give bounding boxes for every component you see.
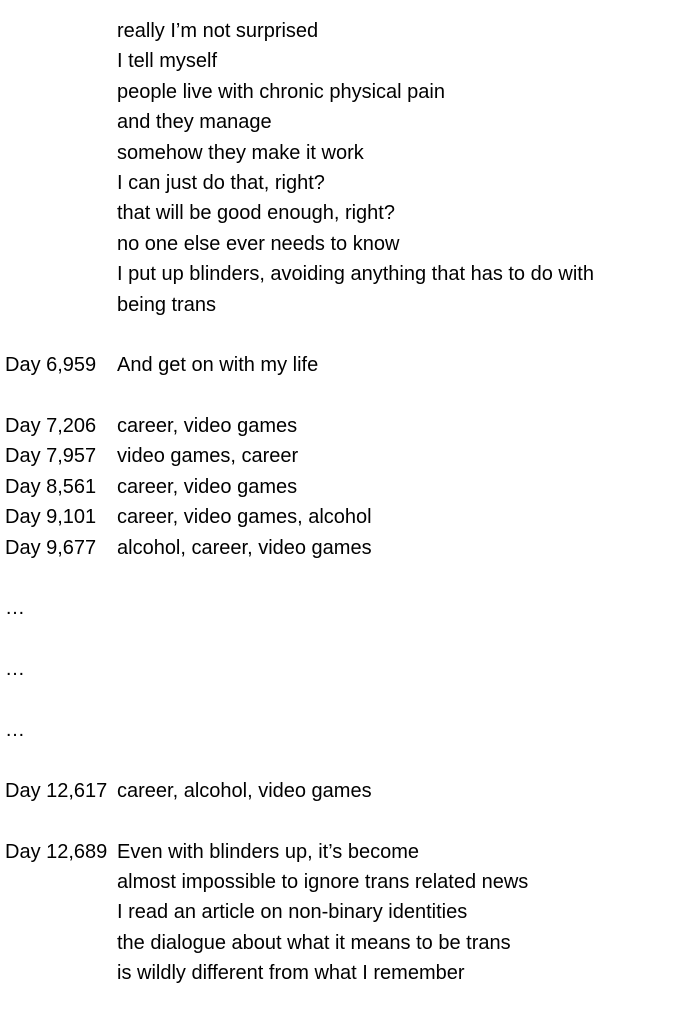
- day-label: Day 9,677: [5, 536, 97, 559]
- document-line: [5, 897, 685, 927]
- day-label: [5, 624, 117, 654]
- document-line: [5, 16, 685, 46]
- line-text: I read an article on non-binary identities: [117, 901, 468, 924]
- document-line: [5, 472, 685, 502]
- document-line: [5, 259, 685, 289]
- document-line: [5, 290, 685, 320]
- document-line: [5, 198, 685, 228]
- document-line: [5, 107, 685, 137]
- line-text: [117, 381, 685, 411]
- line-text: really I’m not surprised: [117, 20, 319, 42]
- day-label: [5, 806, 117, 836]
- day-label: [5, 290, 117, 320]
- document-line: [5, 563, 685, 593]
- line-text: [117, 593, 685, 623]
- day-label: [5, 168, 117, 198]
- day-label: [5, 320, 117, 350]
- document-line: [5, 229, 685, 259]
- line-text: [117, 745, 685, 775]
- line-text: I tell myself: [117, 50, 218, 73]
- day-label: …: [5, 597, 25, 620]
- day-label: [5, 16, 117, 46]
- document-line: [5, 320, 685, 350]
- line-text: And get on with my life: [117, 354, 319, 377]
- day-label: [5, 745, 117, 775]
- line-text: [117, 320, 685, 350]
- document-line: [5, 502, 685, 532]
- line-text: people live with chronic physical pain: [117, 80, 445, 103]
- day-label: Day 12,689: [5, 840, 108, 863]
- line-text: no one else ever needs to know: [117, 232, 400, 255]
- day-label: [5, 867, 117, 897]
- document-line: [5, 350, 685, 380]
- day-label: [5, 381, 117, 411]
- line-text: career, video games: [117, 415, 298, 438]
- document-line: [5, 624, 685, 654]
- line-text: [117, 685, 685, 715]
- document-line: [5, 411, 685, 441]
- day-label: …: [5, 658, 25, 681]
- day-label: [5, 928, 117, 958]
- document-line: [5, 533, 685, 563]
- day-label: [5, 229, 117, 259]
- line-text: [117, 806, 685, 836]
- line-text: video games, career: [117, 445, 299, 468]
- day-label: [5, 107, 117, 137]
- line-text: that will be good enough, right?: [117, 202, 395, 225]
- document-line: [5, 958, 685, 988]
- line-text: [117, 654, 685, 684]
- document-line: [5, 928, 685, 958]
- day-label: [5, 563, 117, 593]
- day-label: Day 6,959: [5, 354, 97, 377]
- line-text: I put up blinders, avoiding anything that has to do with: [117, 263, 594, 286]
- day-label: [5, 685, 117, 715]
- line-text: somehow they make it work: [117, 141, 364, 164]
- line-text: I can just do that, right?: [117, 171, 325, 194]
- document-line: [5, 715, 685, 745]
- day-label: [5, 198, 117, 228]
- day-label: Day 9,101: [5, 506, 97, 529]
- line-text: [117, 715, 685, 745]
- day-label: …: [5, 718, 25, 741]
- document-line: [5, 46, 685, 76]
- document-line: [5, 837, 685, 867]
- document-line: [5, 654, 685, 684]
- line-text: Even with blinders up, it’s become: [117, 840, 420, 863]
- document-line: [5, 168, 685, 198]
- day-label: Day 12,617: [5, 779, 108, 802]
- day-label: [5, 958, 117, 988]
- line-text: and they manage: [117, 111, 272, 134]
- day-label: [5, 259, 117, 289]
- document-line: [5, 776, 685, 806]
- day-label: [5, 897, 117, 927]
- line-text: alcohol, career, video games: [117, 536, 372, 559]
- day-label: Day 7,957: [5, 445, 97, 468]
- line-text: [117, 624, 685, 654]
- line-text: career, video games: [117, 475, 298, 498]
- line-text: the dialogue about what it means to be trans: [117, 931, 511, 954]
- day-label: [5, 46, 117, 76]
- document-line: [5, 745, 685, 775]
- day-label: [5, 138, 117, 168]
- document-line: [5, 593, 685, 623]
- line-text: [117, 563, 685, 593]
- document-line: [5, 685, 685, 715]
- document-line: [5, 381, 685, 411]
- document-line: [5, 77, 685, 107]
- document-line: [5, 867, 685, 897]
- line-text: is wildly different from what I remember: [117, 962, 465, 985]
- line-text: career, alcohol, video games: [117, 779, 372, 802]
- day-label: [5, 77, 117, 107]
- document-body: [5, 16, 685, 989]
- document-line: [5, 138, 685, 168]
- line-text: almost impossible to ignore trans related news: [117, 870, 529, 893]
- day-label: Day 8,561: [5, 475, 97, 498]
- line-text: being trans: [117, 293, 216, 316]
- line-text: career, video games, alcohol: [117, 506, 372, 529]
- document-line: [5, 441, 685, 471]
- document-line: [5, 806, 685, 836]
- day-label: Day 7,206: [5, 415, 97, 438]
